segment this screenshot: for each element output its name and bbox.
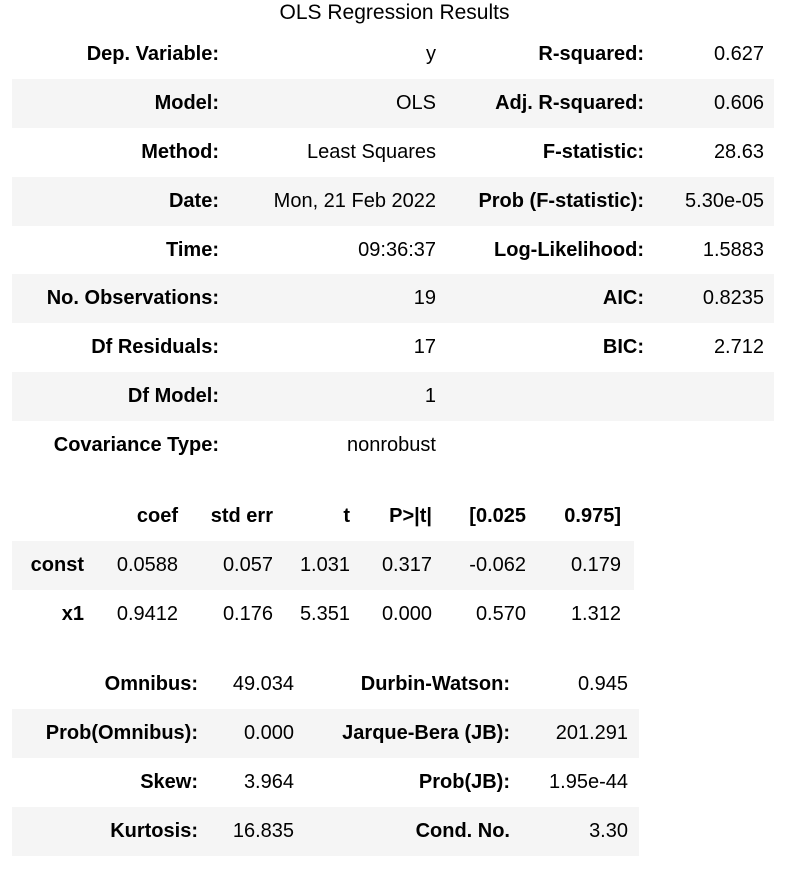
summary-label: Adj. R-squared:: [444, 79, 651, 128]
summary-value: 0.8235: [651, 274, 774, 323]
summary-row: [12, 323, 774, 372]
summary-row: [12, 421, 774, 470]
diagnostics-value: 3.30: [517, 807, 639, 856]
diagnostics-label: Kurtosis:: [12, 807, 204, 856]
coef-cell: 0.000: [381, 602, 432, 625]
coef-cell: 0.176: [222, 602, 273, 625]
coef-header: P>|t|: [389, 504, 432, 527]
coef-cell: 0.9412: [116, 602, 178, 625]
diagnostics-row: [12, 807, 639, 856]
diagnostics-row: [12, 709, 639, 758]
coef-cell: 1.031: [279, 541, 356, 590]
summary-label: Df Residuals:: [91, 336, 219, 359]
summary-value: OLS: [224, 79, 444, 128]
summary-value: y: [426, 42, 436, 65]
diagnostics-label: Prob(Omnibus):: [12, 709, 204, 758]
diagnostics-row: [12, 758, 639, 807]
diagnostics-value: 3.964: [243, 770, 294, 793]
summary-table: [12, 30, 774, 470]
summary-label: Dep. Variable:: [86, 42, 219, 65]
summary-value: 0.606: [651, 79, 774, 128]
summary-value: [651, 372, 774, 421]
diagnostics-value: 49.034: [232, 672, 294, 695]
summary-label: F-statistic:: [542, 140, 644, 163]
table-caption: OLS Regression Results: [279, 1, 510, 24]
summary-label: No. Observations:: [12, 274, 224, 323]
coef-header: 0.975]: [564, 504, 621, 527]
diagnostics-value: 1.95e-44: [549, 770, 628, 793]
summary-value: 19: [224, 274, 444, 323]
coef-cell: 0.570: [475, 602, 526, 625]
diagnostics-table: [12, 660, 639, 856]
coef-variable: x1: [61, 602, 84, 625]
coef-cell: 1.312: [570, 602, 621, 625]
coef-cell: 0.317: [356, 541, 438, 590]
coef-cell: 5.351: [299, 602, 350, 625]
summary-label: Log-Likelihood:: [494, 238, 644, 261]
summary-value: Least Squares: [307, 140, 436, 163]
summary-value: 5.30e-05: [651, 177, 774, 226]
summary-row: [12, 274, 774, 323]
summary-label: BIC:: [602, 336, 644, 359]
summary-value: 0.627: [713, 42, 764, 65]
summary-row: [12, 30, 774, 79]
diagnostics-value: 0.945: [577, 672, 628, 695]
diagnostics-value: 16.835: [204, 807, 300, 856]
summary-row: [12, 226, 774, 275]
coef-row: [12, 541, 634, 590]
diagnostics-label: Omnibus:: [104, 672, 198, 695]
summary-label: Method:: [141, 140, 219, 163]
diagnostics-row: [12, 660, 639, 709]
coef-cell: 0.179: [532, 541, 634, 590]
summary-value: Mon, 21 Feb 2022: [224, 177, 444, 226]
summary-label: Prob (F-statistic):: [444, 177, 651, 226]
coef-header: std err: [210, 504, 273, 527]
summary-value: 1.5883: [702, 238, 764, 261]
summary-label: Date:: [12, 177, 224, 226]
coef-header: t: [343, 504, 350, 527]
coef-header: coef: [136, 504, 178, 527]
summary-label: Covariance Type:: [53, 434, 219, 457]
diagnostics-value: 0.000: [204, 709, 300, 758]
summary-label: [444, 372, 651, 421]
summary-label: Df Model:: [12, 372, 224, 421]
coef-header: [0.025: [469, 504, 526, 527]
summary-label: AIC:: [444, 274, 651, 323]
summary-label: Time:: [166, 238, 219, 261]
diagnostics-label: Cond. No.: [300, 807, 517, 856]
summary-value: [651, 421, 774, 470]
coef-row: [12, 590, 634, 639]
summary-label: [444, 421, 651, 470]
diagnostics-label: Prob(JB):: [418, 770, 510, 793]
coef-variable: const: [12, 541, 90, 590]
diagnostics-label: Jarque-Bera (JB):: [300, 709, 517, 758]
summary-row: [12, 177, 774, 226]
summary-value: 09:36:37: [358, 238, 436, 261]
diagnostics-label: Durbin-Watson:: [360, 672, 510, 695]
summary-value: 17: [413, 336, 436, 359]
diagnostics-value: 201.291: [517, 709, 639, 758]
diagnostics-label: Skew:: [140, 770, 198, 793]
coef-cell: 0.0588: [90, 541, 184, 590]
summary-value: nonrobust: [347, 434, 436, 457]
summary-value: 28.63: [713, 140, 764, 163]
coef-header-row: [12, 492, 634, 541]
coefficient-table: [12, 492, 634, 639]
summary-row: [12, 79, 774, 128]
coef-header: [12, 492, 90, 541]
summary-label: Model:: [12, 79, 224, 128]
summary-row: [12, 128, 774, 177]
summary-label: R-squared:: [538, 42, 644, 65]
summary-row: [12, 372, 774, 421]
summary-value: 1: [224, 372, 444, 421]
summary-value: 2.712: [713, 336, 764, 359]
coef-cell: -0.062: [438, 541, 532, 590]
coef-cell: 0.057: [184, 541, 279, 590]
